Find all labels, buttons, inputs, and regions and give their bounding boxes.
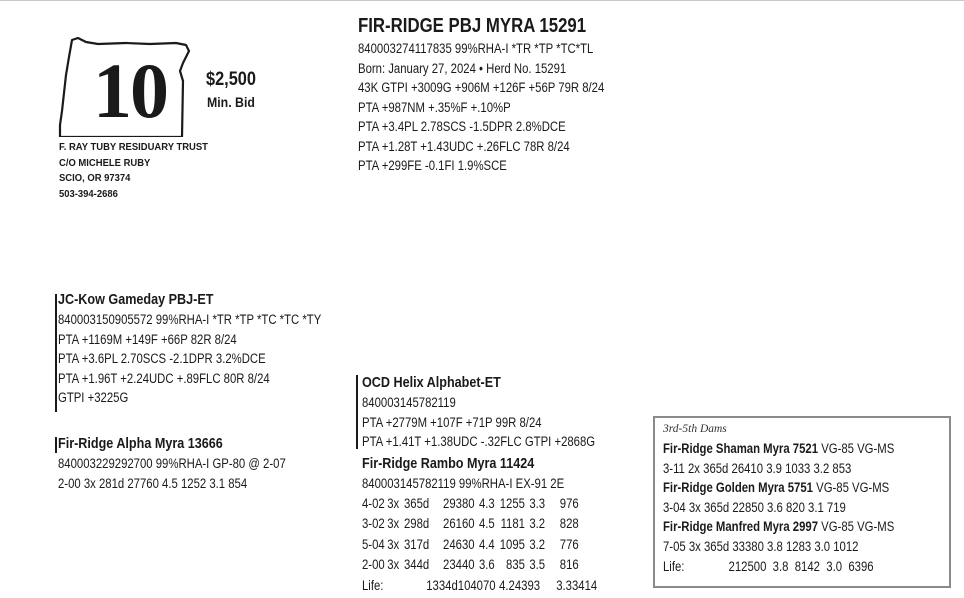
dam5-name: Fir-Ridge Manfred Myra 2997 [663, 519, 819, 535]
record-cell: 344d [404, 557, 430, 572]
sire-name: JC-Kow Gameday PBJ-ET [58, 291, 214, 308]
dam-block [58, 434, 329, 493]
maternal-sire-block [362, 373, 640, 452]
record-cell: 1255 [499, 495, 525, 511]
record-cell: 4.3 [478, 495, 495, 511]
record-cell: 23440 [443, 557, 475, 572]
consignor-info [59, 140, 208, 202]
sire-line: GTPI +3225G [58, 390, 129, 405]
record-cell: 3.2 [529, 516, 546, 531]
maternal-dam-block [362, 454, 642, 596]
animal-id-line: 840003274117835 99%RHA-I *TR *TP *TC*TL [358, 41, 594, 56]
record-cell: 828 [559, 516, 579, 531]
record-cell: 3.3 [529, 495, 546, 511]
animal-pta-line: PTA +1.28T +1.43UDC +.26FLC 78R 8/24 [358, 138, 570, 154]
record-cell: 1095 [499, 536, 525, 552]
dams-box-life: Life: 212500 3.8 8142 3.0 6396 [663, 558, 874, 574]
record-cell: 3.2 [529, 536, 546, 552]
dams-box-content [663, 439, 938, 576]
record-cell: 3x [387, 536, 400, 552]
maternal-dam-id: 840003145782119 99%RHA-I EX-91 2E [362, 476, 565, 491]
record-life-row [362, 576, 597, 597]
record-cell: 3.3 [556, 577, 572, 593]
record-row [362, 555, 597, 576]
animal-title: FIR-RIDGE PBJ MYRA 15291 [358, 15, 587, 37]
animal-gtpi-line: 43K GTPI +3009G +906M +126F +56P 79R 8/24 [358, 80, 605, 95]
dam-bracket [55, 437, 57, 453]
minimum-bid-price: $2,500 [206, 69, 256, 90]
animal-pta-line: PTA +3.4PL 2.78SCS -1.5DPR 2.8%DCE [358, 119, 566, 134]
dam3-record: 3-11 2x 365d 26410 3.9 1033 3.2 853 [663, 460, 852, 476]
record-cell: 317d [404, 536, 430, 552]
record-cell: 3.5 [529, 557, 546, 572]
dam3-name: Fir-Ridge Shaman Myra 7521 [663, 441, 819, 456]
record-cell: 4.5 [478, 516, 495, 531]
dam3-line [663, 439, 894, 459]
dam5-line [663, 517, 894, 537]
record-cell: Life: [362, 577, 384, 593]
sire-line: PTA +1.96T +2.24UDC +.89FLC 80R 8/24 [58, 370, 270, 386]
dam4-name: Fir-Ridge Golden Myra 5751 [663, 480, 813, 496]
consignor-care-of: C/O MICHELE RUBY [59, 156, 151, 169]
maternal-sire-line: PTA +2779M +107F +71P 99R 8/24 [362, 414, 542, 430]
record-cell: 29380 [443, 495, 475, 511]
record-cell: 4393 [514, 577, 541, 593]
maternal-sire-line: PTA +1.41T +1.38UDC -.32FLC GTPI +2868G [362, 434, 596, 449]
record-cell: 835 [506, 557, 525, 572]
record-cell: 3-02 [362, 516, 385, 531]
lot-number: 10 [93, 47, 167, 134]
animal-pta-line: PTA +299FE -0.1FI 1.9%SCE [358, 158, 507, 173]
record-cell: 1181 [500, 516, 525, 531]
sire-block [58, 290, 371, 408]
record-cell: 3x [387, 495, 400, 511]
dam3-grade: VG-85 VG-MS [818, 441, 895, 456]
record-row [362, 514, 597, 535]
dam5-grade: VG-85 VG-MS [818, 519, 895, 535]
record-cell: 104070 [457, 577, 496, 593]
record-cell: 4.4 [478, 536, 495, 552]
minimum-bid-label: Min. Bid [207, 94, 255, 110]
top-rule [0, 0, 964, 1]
dam-line: 840003229292700 99%RHA-I GP-80 @ 2-07 [58, 456, 286, 471]
maternal-sire-name: OCD Helix Alphabet-ET [362, 374, 501, 391]
record-cell: 1334d [426, 577, 458, 593]
animal-pta-line: PTA +987NM +.35%F +.10%P [358, 99, 511, 115]
record-cell: 2-00 [362, 557, 385, 572]
record-cell: 298d [404, 516, 430, 531]
record-cell: 4-02 [362, 495, 385, 511]
dam-line: 2-00 3x 281d 27760 4.5 1252 3.1 854 [58, 475, 248, 491]
lactation-records [362, 494, 597, 597]
record-row [362, 494, 597, 515]
record-cell: 3.6 [478, 557, 495, 572]
main-animal [358, 14, 651, 176]
dam4-grade: VG-85 VG-MS [812, 480, 890, 496]
record-cell: 4.2 [499, 577, 515, 593]
record-cell: 5-04 [362, 536, 385, 552]
record-cell: 3414 [572, 577, 598, 593]
record-cell: 816 [559, 557, 579, 572]
sire-line: PTA +1169M +149F +66P 82R 8/24 [58, 331, 237, 347]
sire-line: 840003150905572 99%RHA-I *TR *TP *TC *TC *TY [58, 312, 322, 327]
sire-line: PTA +3.6PL 2.70SCS -2.1DPR 3.2%DCE [58, 351, 266, 366]
animal-birth-line: Born: January 27, 2024 • Herd No. 15291 [358, 60, 567, 76]
dam5-record: 7-05 3x 365d 33380 3.8 1283 3.0 1012 [663, 538, 859, 554]
record-cell: 976 [559, 495, 579, 511]
record-cell: 3x [387, 516, 400, 531]
consignor-phone: 503-394-2686 [59, 187, 118, 200]
consignor-address: SCIO, OR 97374 [59, 172, 131, 184]
record-row [362, 535, 597, 556]
record-cell: 776 [559, 536, 579, 552]
record-cell: 365d [404, 495, 430, 511]
maternal-sire-line: 840003145782119 [362, 395, 456, 410]
dam4-record: 3-04 3x 365d 22850 3.6 820 3.1 719 [663, 499, 846, 515]
record-cell: 24630 [443, 536, 475, 552]
record-cell: 3x [387, 557, 400, 572]
record-cell: 26160 [443, 516, 475, 531]
dams-box-label: 3rd-5th Dams [663, 423, 727, 435]
dam4-line [663, 478, 894, 498]
maternal-dam-name: Fir-Ridge Rambo Myra 11424 [362, 455, 535, 472]
sire-bracket [55, 294, 57, 412]
consignor-name: F. RAY TUBY RESIDUARY TRUST [59, 141, 208, 153]
dam-name: Fir-Ridge Alpha Myra 13666 [58, 435, 223, 452]
